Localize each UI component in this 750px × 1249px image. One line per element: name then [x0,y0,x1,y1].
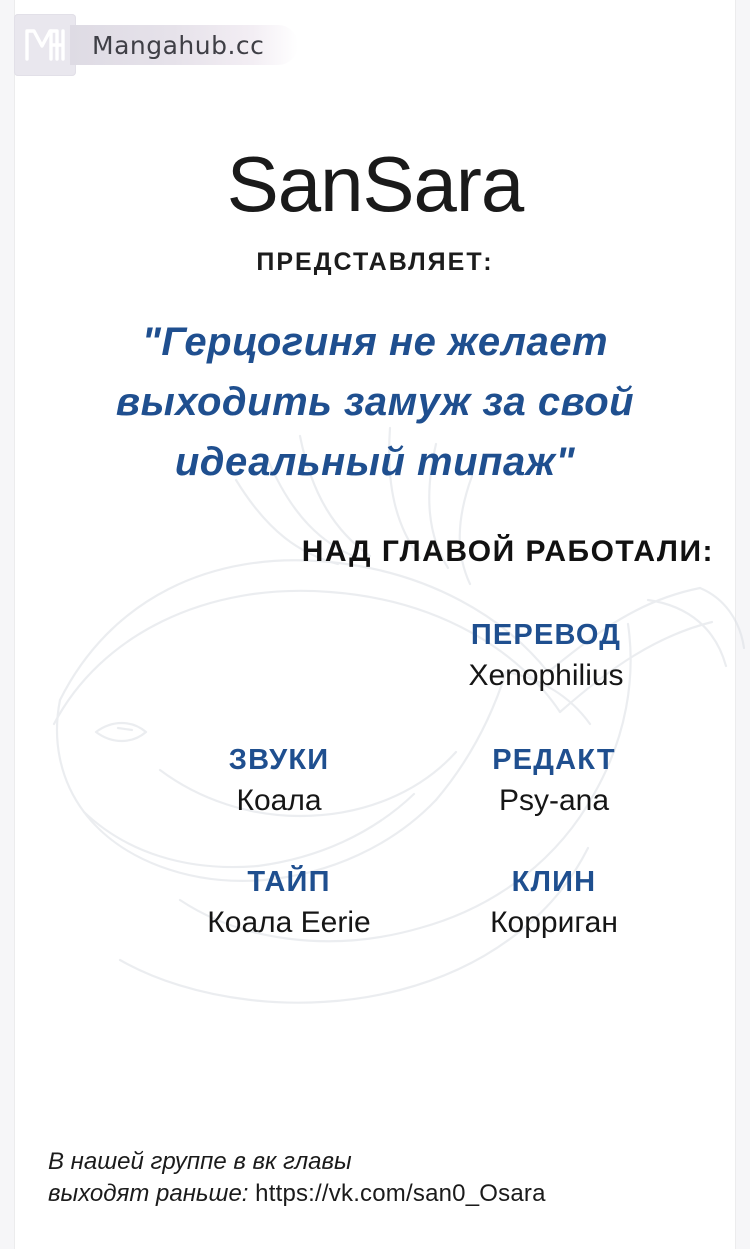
credit-person-name: Коала Eerie [207,906,371,939]
credit-person-name: Psy-ana [498,784,610,817]
page-left-margin [0,0,15,1249]
credit-editor [414,740,694,822]
studio-name: SanSara [226,140,524,228]
footer-note [48,1146,728,1210]
credit-typesetting [144,862,434,944]
credit-person-name: Корриган [490,906,618,939]
credit-translation [396,615,696,697]
credit-cleaning [414,862,694,944]
manga-title [54,312,696,492]
footer-line-1: В нашей группе в вк главы [48,1148,352,1175]
credit-person-name: Xenophilius [468,659,624,692]
vk-group-link[interactable]: https://vk.com/san0_Osara [255,1180,546,1207]
footer-line-2: выходят раньше: [48,1180,249,1207]
credit-role-label: ТАЙП [247,866,331,898]
site-watermark [14,14,298,76]
site-name-label: Mangahub.cc [92,30,265,60]
manga-title-line-2: выходить замуж за свой [115,380,635,424]
credit-role-label: РЕДАКТ [492,744,616,776]
credit-role-label: ПЕРЕВОД [470,619,622,651]
page-right-margin [735,0,750,1249]
credits-header: НАД ГЛАВОЙ РАБОТАЛИ: [301,535,714,568]
manga-title-line-3: идеальный типаж" [174,440,576,484]
credit-role-label: КЛИН [511,866,597,898]
presents-label: ПРЕДСТАВЛЯЕТ: [256,248,494,276]
credit-role-label: ЗВУКИ [228,744,330,776]
mangahub-logo-icon [14,14,76,76]
site-name-pill [70,25,298,65]
credit-sounds [144,740,414,822]
credit-person-name: Коала [236,784,322,817]
manga-title-line-1: "Герцогиня не желает [141,320,609,364]
